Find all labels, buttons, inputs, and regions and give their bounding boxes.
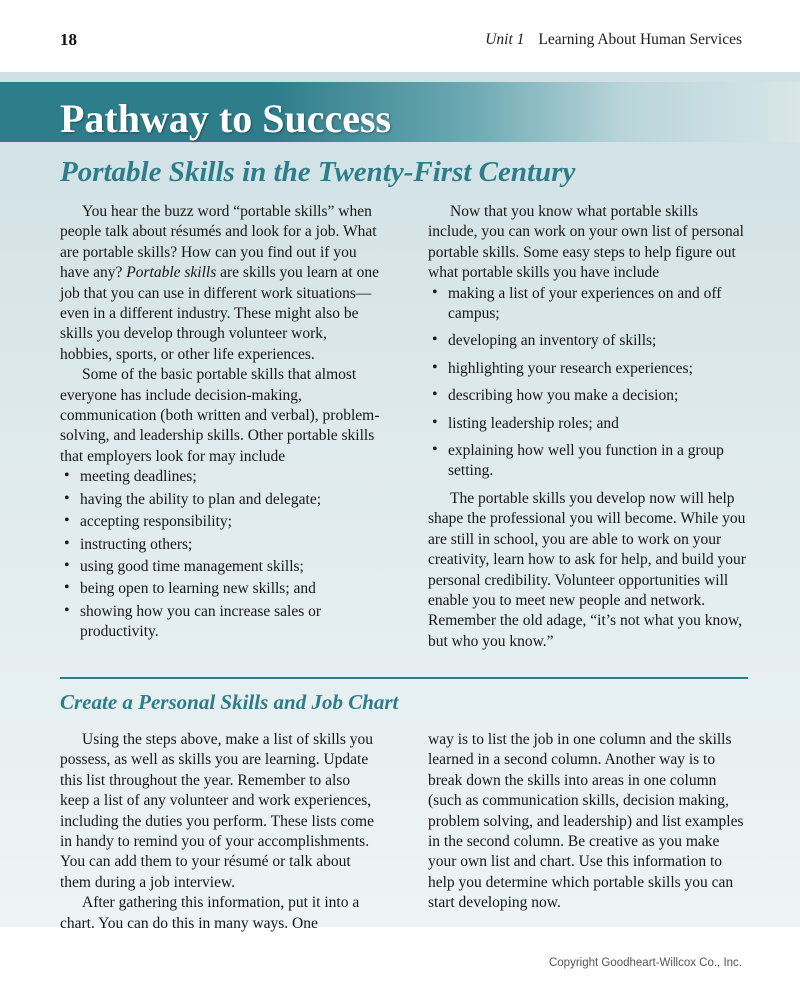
list-item: • having the ability to plan and delegate; [60,490,380,510]
list-item: • using good time management skills; [60,557,380,577]
subfeature-left-column [60,730,380,934]
paragraph-text: You hear the buzz word “portable skills” when people talk about résumés and look for a job. What are portable skills? How can you find out if you have any? [60,203,377,282]
list-item: • developing an inventory of skills; [428,331,748,351]
paragraph: Now that you know what portable skills include, you can work on your own list of personal portable skills. Some easy steps to help figure out what portable skills you have include [428,203,744,282]
feature-panel [0,72,800,932]
copyright-notice: Copyright Goodheart-Willcox Co., Inc. [548,957,742,969]
running-head-unit: Unit 1 [485,31,525,48]
subfeature-right-column [428,730,748,914]
list-item: • listing leadership roles; and [428,414,748,434]
feature-body-columns [60,202,748,652]
feature-banner-title: Pathway to Success [60,96,392,141]
list-item: • being open to learning new skills; and [60,579,380,599]
list-item: • describing how you make a decision; [428,386,748,406]
paragraph-emphasis: Portable skills [126,264,217,282]
list-item: • explaining how well you function in a group setting. [428,441,748,482]
list-item: • meeting deadlines; [60,467,380,487]
list-item: • showing how you can increase sales or productivity. [60,602,380,643]
list-item: • instructing others; [60,535,380,555]
running-head-title: Learning About Human Services [538,31,742,48]
page-header [0,0,800,72]
list-item: • accepting responsibility; [60,512,380,532]
paragraph: way is to list the job in one column and the skills learned in a second column. Another way is to break down the skills into areas in one column (such as communication skills, decision making, problem solving, and leadership) and list examples in the second column. Be creative as you make your own list and chart. Use this information to help you determine which portable skills you can start developing now. [428,731,744,912]
paragraph: Some of the basic portable skills that almost everyone has include decision-making, communication (both written and verbal), problem-solving, and leadership skills. Other portable skills that employers look for may include [60,366,380,465]
feature-banner [0,82,800,142]
feature-left-column [60,202,380,645]
list-item: • making a list of your experiences on and off campus; [428,284,748,325]
paragraph: The portable skills you develop now will help shape the professional you will become. While you are still in school, you are able to work on your creativity, learn how to ask for help, and build your personal credibility. Volunteer opportunities will enable you to meet new people and network. Remember the old adage, “it’s not what you know, but who you know.” [428,489,746,650]
subfeature-columns [60,730,748,934]
section-divider [60,677,748,679]
list-item: • highlighting your research experiences; [428,359,748,379]
feature-right-column [428,202,748,652]
running-head [485,31,742,49]
paragraph-text-cont: are skills you learn at one job that you can use in different work situations—even in a different industry. These might also be skills you develop through volunteer work, hobbies, sports, or other life experiences. [60,264,379,363]
paragraph: After gathering this information, put it into a chart. You can do this in many ways. One [60,894,360,932]
subfeature-title: Create a Personal Skills and Job Chart [60,690,399,714]
page-number: 18 [60,30,77,49]
left-bullet-list [60,467,380,642]
right-bullet-list [428,284,748,482]
paragraph [60,202,380,365]
feature-subtitle: Portable Skills in the Twenty-First Century [60,156,576,188]
paragraph: Using the steps above, make a list of skills you possess, as well as skills you are learning. Update this list throughout the year. Remember to also keep a list of any volunteer and work experiences, including the duties you perform. These lists come in handy to remind you of your accomplishments. You can add them to your résumé or talk about them during a job interview. [60,731,374,891]
